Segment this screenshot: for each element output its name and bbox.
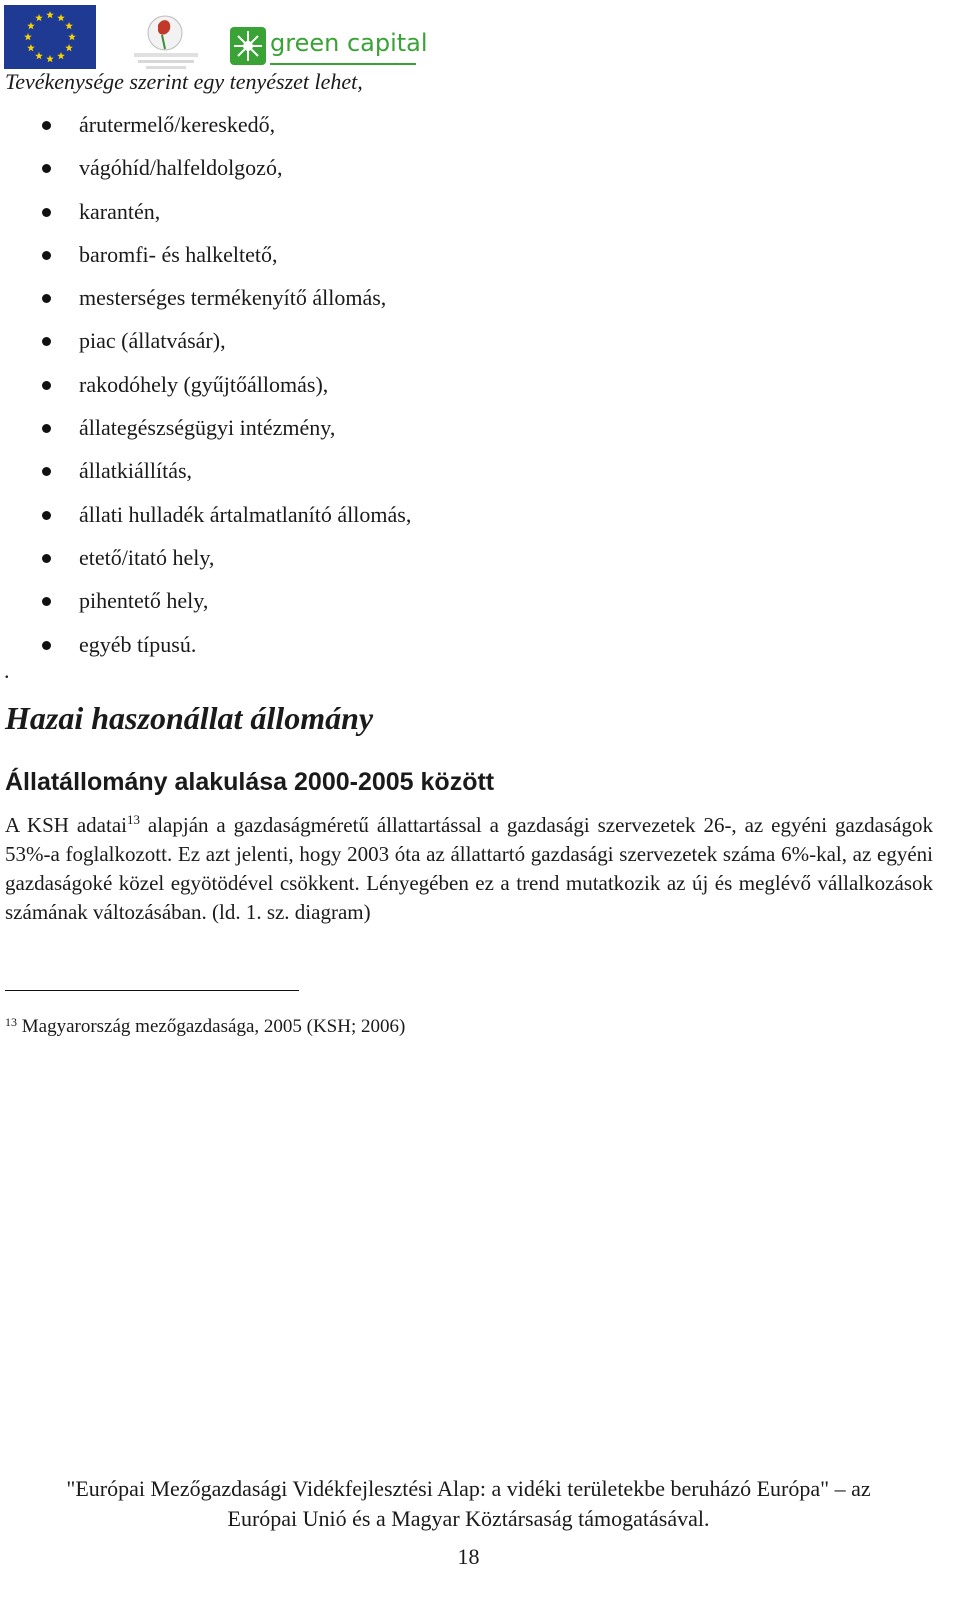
umft-logo [132,13,202,75]
green-capital-logo [230,27,428,71]
section-title: Hazai haszonállat állomány [5,700,374,736]
bullet-dot-icon [42,121,51,130]
footnote-ref: 13 [126,812,140,827]
list-item-text: mesterséges termékenyítő állomás, [79,285,387,311]
para-start: A KSH adatai [5,813,127,837]
list-item-text: egyéb típusú. [79,631,197,657]
bullet-dot-icon [42,164,51,173]
footer-line-2: Európai Unió és a Magyar Köztársaság támogatásával. [227,1506,710,1531]
list-item-text: piac (állatvásár), [79,328,226,354]
bullet-dot-icon [42,381,51,390]
bullet-dot-icon [42,294,51,303]
body-paragraph [5,811,933,927]
green-capital-emblem-icon [230,27,266,65]
bullet-dot-icon [42,251,51,260]
list-item-text: karantén, [79,198,161,224]
para-rest: alapján a gazdaságméretű állattartással a gazdasági szervezetek 26-, az egyéni gazdaságok 53%-a foglalkozott. Ez azt jelenti, hogy 2003 óta az állattartó gazdasági szervezetek száma 6%-kal, az egyéni gazdaságoké közel egyötödével csökkent. Lényegében ez a trend mutatkozik az új és meglévő vállalkozások számának változásában. (ld. 1. sz. diagram) [5,813,933,924]
list-item-text: etető/itató hely, [79,544,215,570]
eu-flag-logo [4,5,96,69]
list-item-text: árutermelő/kereskedő, [79,112,276,137]
sub-title: Állatállomány alakulása 2000-2005 között [5,768,495,796]
list-item-text: állati hulladék ártalmatlanító állomás, [79,501,412,527]
list-item-text: baromfi- és halkeltető, [79,241,278,267]
list-item-text: állatkiállítás, [79,458,193,484]
footnote [5,1016,405,1038]
list-item-text: pihentető hely, [79,588,209,614]
bullet-dot-icon [42,208,51,217]
page-footer [0,1474,937,1534]
footnote-text: Magyarország mezőgazdasága, 2005 (KSH; 2006) [17,1016,406,1037]
bullet-dot-icon [42,337,51,346]
bullet-dot-icon [42,597,51,606]
bullet-dot-icon [42,424,51,433]
bullet-dot-icon [42,641,51,650]
bullet-dot-icon [42,467,51,476]
list-item-text: vágóhíd/halfeldolgozó, [79,155,283,181]
footnote-number: 13 [5,1015,17,1029]
green-capital-underline [270,63,416,65]
footer-line-1: "Európai Mezőgazdasági Vidékfejlesztési Alap: a vidéki területekbe beruházó Európa" – az [66,1476,871,1501]
footnote-separator [5,990,299,991]
bullet-dot-icon [42,554,51,563]
stray-dot: . [4,658,10,683]
intro-text: Tevékenysége szerint egy tenyészet lehet, [5,69,363,94]
green-capital-wordmark: green capital [270,29,428,57]
bullet-dot-icon [42,511,51,520]
list-item-text: állategészségügyi intézmény, [79,415,336,441]
list-item-text: rakodóhely (gyűjtőállomás), [79,371,329,397]
page-number: 18 [457,1544,480,1569]
